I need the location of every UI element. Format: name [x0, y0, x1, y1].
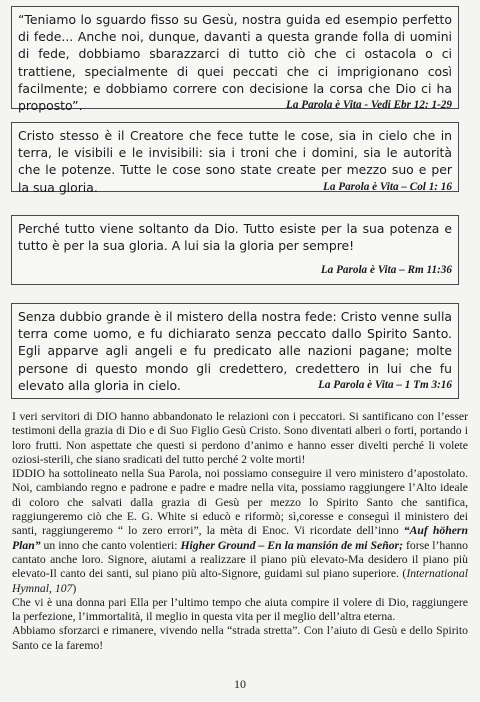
quote-box-hebrews [11, 6, 459, 114]
prose-paragraph: Che vi è una donna pari Ella per l’ultimo tempo che aiuta compire il volere di Dio, raggiungere la perfezione, l’immortalità, il meglio in questa vita per il meglio dell’altra eterna. [12, 595, 468, 624]
quote-reference: La Parola è Vita - Vedi Ebr 12: 1-29 [286, 99, 452, 112]
hymn-title: “Auf höhern Plan” [12, 524, 468, 552]
prose-text: ) [72, 581, 77, 595]
prose-text: forse l’hanno cantato anche loro. Signore, aiutami a realizzare il piano più elevato-Ma desidero il piano più elevato-Il canto dei santi, sul piano più alto-Signore, guidami sul piano superiore. ( [12, 538, 468, 581]
quote-box-timothy [11, 303, 459, 399]
quote-text: Perché tutto viene soltanto da Dio. Tutto esiste per la sua potenza e tutto è per la sua gloria. A lui sia la gloria per sempre! [18, 221, 452, 254]
prose-paragraph: Abbiamo sforzarci e rimanere, vivendo nella “strada stretta”. Con l’aiuto di Gesù e dello Spirito Santo ce la faremo! [12, 624, 468, 652]
prose-paragraph [12, 467, 468, 596]
quote-reference: La Parola è Vita – Rm 11:36 [320, 264, 452, 277]
quote-reference: La Parola è Vita – 1 Tm 3:16 [318, 378, 452, 391]
quote-text: “Teniamo lo sguardo fisso su Gesù, nostra guida ed esempio perfetto di fede... Anche noi, dunque, davanti a questa grande folla di uomini di fede, dobbiamo sbarazzarci di tutto ciò che ci ostacola o ci trattiene, specialmente di quei peccati che ci imprigionano così facilmente; e dobbiamo correre con decisione la corsa che Dio ci ha proposto”. [18, 12, 452, 114]
quote-box-romans [11, 215, 459, 285]
body-prose [12, 410, 468, 653]
quote-reference: La Parola è Vita – Col 1: 16 [323, 180, 452, 193]
quote-text: Cristo stesso è il Creatore che fece tutte le cose, sia in cielo che in terra, le visibili e le invisibili: sia i troni che i domini, sia le autorità che le potenze. Tutte le cose sono state create per mezzo suo e per la sua gloria. [18, 128, 452, 195]
page-number: 10 [234, 677, 246, 691]
prose-text: un inno che canto volentieri: [40, 538, 181, 552]
quote-text: Senza dubbio grande è il mistero della nostra fede: Cristo venne sulla terra come uomo, e fu dichiarato senza peccato dallo Spirito Santo. Egli apparve agli angeli e fu predicato alle nazioni pagane; molte persone di questo mondo gli credettero, credettero in lui che fu elevato alla gloria in cielo. [18, 309, 452, 393]
prose-paragraph: I veri servitori di DIO hanno abbandonato le relazioni con i peccatori. Si santificano con l’esser testimoni della grazia di Dio e di Suo Figlio Gesù Cristo. Sono diventati alberi o forti, portando i loro frutti. Non aspettate che questi si perdono d’animo e hanno esser divelti perché li volete oziosi-sterili, che siano sradicati del tutto perché 2 volte morti! [12, 410, 468, 466]
hymnal-reference: International Hymnal, 107 [12, 567, 468, 595]
hymn-title: Higher Ground – En la mansión de mi Señor; [180, 538, 403, 552]
prose-text: IDDIO ha sottolineato nella Sua Parola, noi possiamo conseguire il vero ministero d’apostolato. Noi, cambiando regno e padrone e padre e madre nella vita, possiamo raggiungere l’Alto ideale di coloro che salvati dalla grazia di Gesù per mezzo lo Spirito Santo che santifica, raggiungeremo ciò che E. G. White si educò e riformò; sì,coresse e conseguì il ministero dei santi, raggiungeremo “ lo zero errori”, la mèta di Enoc. Vi ricordate dell’inno [12, 467, 468, 538]
quote-box-colossians [11, 122, 459, 195]
